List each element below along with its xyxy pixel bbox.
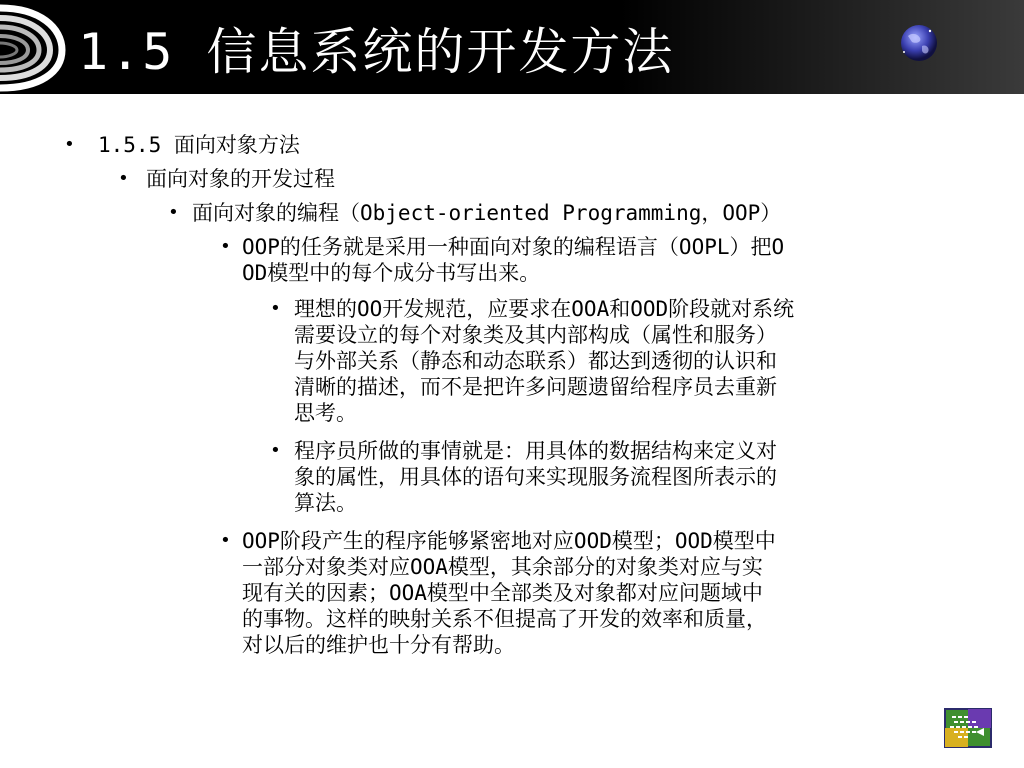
bullet-level5-line: 与外部关系（静态和动态联系）都达到透彻的认识和 <box>294 349 777 373</box>
bullet-marker: • <box>168 202 179 223</box>
globe-icon <box>898 22 940 64</box>
bullet-level5-line: 理想的OO开发规范，应要求在OOA和OOD阶段就对系统 <box>294 297 795 321</box>
bullet-level4-line: OOP阶段产生的程序能够紧密地对应OOD模型；OOD模型中 <box>242 529 776 553</box>
spiral-icon <box>0 0 70 94</box>
bullet-level2: 面向对象的开发过程 <box>146 167 335 191</box>
bullet-marker: • <box>64 134 75 155</box>
bullet-level4-line: OD模型中的每个成分书写出来。 <box>242 261 541 285</box>
bullet-level1: 1.5.5 面向对象方法 <box>98 133 300 157</box>
header-bar <box>0 0 1024 94</box>
bullet-level5-line: 清晰的描述，而不是把许多问题遗留给程序员去重新 <box>294 375 777 399</box>
bullet-level5-line: 需要设立的每个对象类及其内部构成（属性和服务） <box>294 323 777 347</box>
bullet-level4-line: 现有关的因素；OOA模型中全部类及对象都对应问题域中 <box>242 581 763 605</box>
bullet-level5-line: 思考。 <box>294 401 357 425</box>
bullet-level5-line: 程序员所做的事情就是：用具体的数据结构来定义对 <box>294 439 777 463</box>
bullet-marker: • <box>270 440 281 461</box>
bullet-marker: • <box>118 168 129 189</box>
slide-title: 1.5 信息系统的开发方法 <box>78 23 675 81</box>
bullet-level4-line: 一部分对象类对应OOA模型，其余部分的对象类对应与实 <box>242 555 763 579</box>
bullet-level3: 面向对象的编程（Object-oriented Programming，OOP） <box>192 201 782 225</box>
logo-icon <box>944 708 992 748</box>
bullet-level5-line: 算法。 <box>294 491 357 515</box>
bullet-marker: • <box>220 236 231 257</box>
bullet-level4-line: OOP的任务就是采用一种面向对象的编程语言（OOPL）把O <box>242 235 785 259</box>
bullet-marker: • <box>220 530 231 551</box>
bullet-level4-line: 的事物。这样的映射关系不但提高了开发的效率和质量， <box>242 607 767 631</box>
bullet-marker: • <box>270 298 281 319</box>
bullet-level5-line: 象的属性，用具体的语句来实现服务流程图所表示的 <box>294 465 777 489</box>
bullet-level4-line: 对以后的维护也十分有帮助。 <box>242 633 515 657</box>
